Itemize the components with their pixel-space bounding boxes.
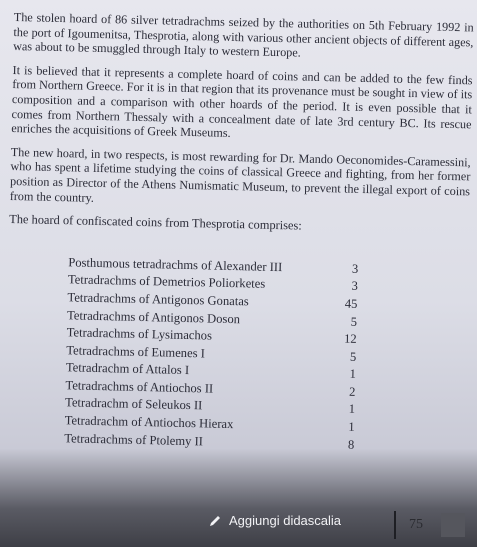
add-caption-button[interactable]: [208, 513, 341, 528]
coin-name: Tetradrachms of Lysimachos: [66, 325, 213, 343]
coin-name: Tetradrachm of Attalos I: [65, 360, 190, 378]
coin-name: Tetradrachms of Antiochos II: [65, 378, 214, 396]
coin-name: Tetradrachms of Antigonos Doson: [66, 307, 241, 326]
coin-name: Tetradrachms of Demetrios Poliorketes: [67, 272, 266, 292]
document-page: [3, 10, 474, 520]
coin-count: 45: [344, 296, 358, 311]
paragraph-1: The stolen hoard of 86 silver tetradrachms seized by the authorities on 5th February 1992 in the port of Igoumenitsa, Thesprotia, along with various other ancient objects of different ages, was about to be smuggled through Italy to western Europe.: [13, 10, 474, 60]
coin-name: Tetradrachm of Seleukos II: [64, 395, 203, 413]
coin-count: 1: [348, 402, 356, 417]
coin-name: Tetradrachms of Ptolemy II: [64, 430, 204, 449]
paragraph-3: The new hoard, in two respects, is most rewarding for Dr. Mando Oeconomides-Caramessini, who has spent a lifetime studying the coins of classical Greece and fighting, from her former position as Director of the Athens Numismatic Museum, to prevent the illegal export of coins from the country.: [9, 144, 471, 205]
coin-count: 3: [351, 279, 358, 294]
page-thumbnail[interactable]: [441, 513, 465, 537]
coin-count: 5: [350, 314, 358, 329]
page-number: 75: [409, 517, 423, 532]
hoard-intro: The hoard of confiscated coins from Thesprotia comprises:: [9, 212, 302, 233]
pencil-icon: [208, 514, 222, 528]
coin-table: [64, 254, 358, 454]
paragraph-2: It is believed that it represents a complete hoard of coins and can be added to the few finds from Northern Greece. For it is in that region that its provenance must be sought in view of its composition and a comparison with other hoards of the period. It is even possible that it comes from Northern Thessaly with a concealment date of late 3rd century BC. Its rescue enriches the acquisitions of Greek Museums.: [11, 62, 473, 141]
coin-name: Tetradrachms of Eumenes I: [66, 342, 206, 361]
coin-name: Tetradrachms of Antigonos Gonatas: [67, 290, 249, 309]
add-caption-label: Aggiungi didascalia: [229, 513, 342, 528]
coin-name: Tetradrachm of Antiochos Hierax: [64, 413, 234, 432]
bottom-bar: [0, 501, 477, 547]
coin-count: 1: [349, 366, 356, 382]
coin-count: 2: [348, 384, 356, 399]
coin-name: Posthumous tetradrachms of Alexander III: [68, 255, 283, 274]
coin-count: 1: [348, 419, 355, 434]
coin-count: 8: [347, 437, 355, 452]
coin-count: 5: [349, 349, 357, 364]
coin-count: 3: [351, 261, 359, 276]
coin-count: 12: [343, 331, 357, 346]
divider: [394, 511, 396, 539]
